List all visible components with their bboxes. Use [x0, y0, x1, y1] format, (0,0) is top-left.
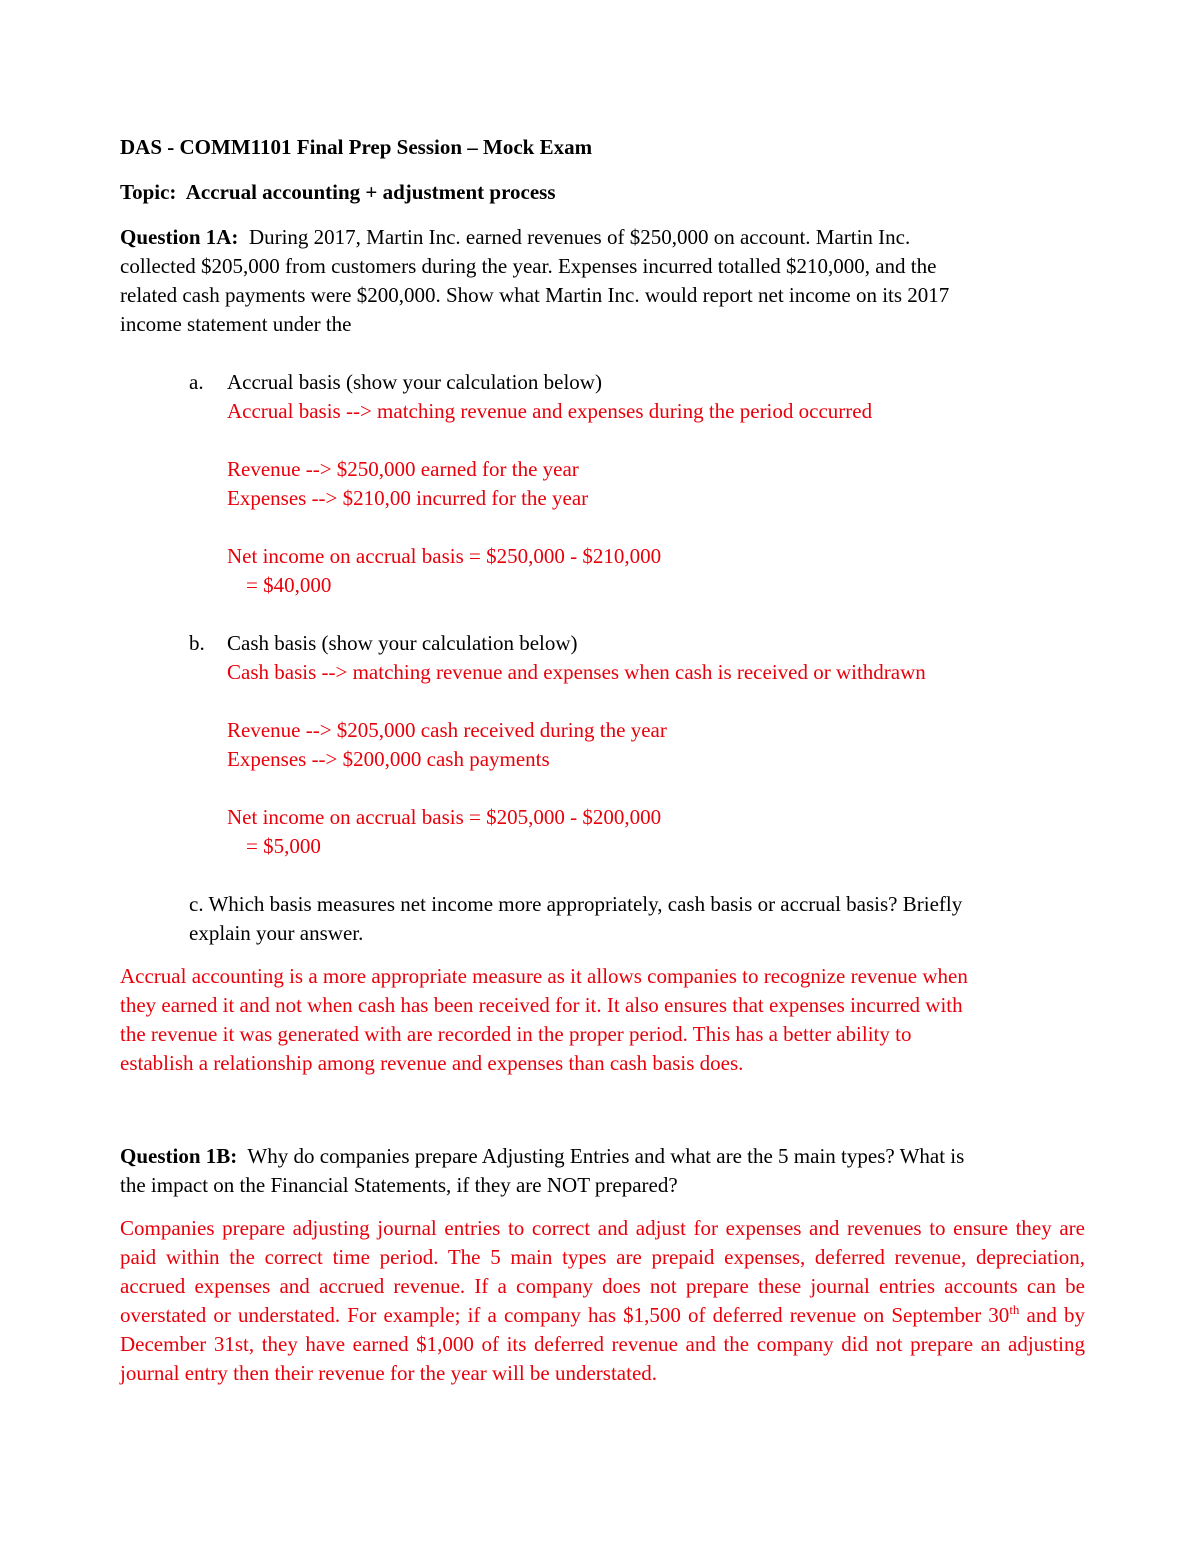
question-1b-answer — [120, 1214, 1085, 1388]
question-1b-line-1 — [120, 1142, 1085, 1171]
topic-label: Topic: — [120, 180, 177, 204]
part-a-prompt-text: Accrual basis (show your calculation below) — [227, 370, 602, 394]
part-a-expenses: Expenses --> $210,00 incurred for the year — [227, 486, 589, 510]
question-1a-line-2: collected $205,000 from customers during the year. Expenses incurred totalled $210,000, and the — [120, 254, 937, 278]
question-1b — [120, 1142, 1085, 1388]
question-1b-text-1: Why do companies prepare Adjusting Entries and what are the 5 main types? What is — [247, 1144, 965, 1168]
topic-text: Accrual accounting + adjustment process — [185, 180, 556, 204]
part-c-answer-line-2: they earned it and not when cash has been received for it. It also ensures that expenses incurred with — [120, 993, 963, 1017]
part-b — [120, 629, 1085, 832]
question-1b-label: Question 1B: — [120, 1144, 238, 1168]
part-c-line-2: explain your answer. — [189, 921, 364, 945]
part-b-prompt-text: Cash basis (show your calculation below) — [227, 631, 578, 655]
part-c-answer-line-1: Accrual accounting is a more appropriate measure as it allows companies to recognize revenue when — [120, 964, 968, 988]
part-a-prompt — [189, 368, 1085, 397]
question-1a-label: Question 1A: — [120, 225, 239, 249]
part-b-expenses: Expenses --> $200,000 cash payments — [227, 747, 550, 771]
part-b-prompt — [189, 629, 1085, 658]
part-b-definition: Cash basis --> matching revenue and expenses when cash is received or withdrawn — [227, 660, 926, 684]
part-c — [120, 890, 1085, 948]
question-1b-answer-part-1: Companies prepare adjusting journal entries to correct and adjust for expenses and revenues to ensure they are paid within the correct time period. The 5 main types are prepaid expenses, deferred revenue, depreciation, accrued expenses and accrued revenue. If a company does not prepare these journal entries accounts can be overstated or understated. For example; if a company has $1,500 of deferred revenue on September 30 — [120, 1216, 1085, 1327]
part-c-answer — [120, 962, 1085, 1078]
part-c-answer-line-3: the revenue it was generated with are recorded in the proper period. This has a better ability to — [120, 1022, 912, 1046]
part-a-result: = $40,000 — [246, 573, 332, 597]
question-1b-answer-part-2: and by December 31st, they have earned $1,000 of its deferred revenue and the company did not prepare an adjusting journal entry then their revenue for the year will be understated. — [120, 1303, 1085, 1385]
part-a — [120, 368, 1085, 571]
question-1a-line-1 — [120, 223, 1085, 252]
part-b-net-income: Net income on accrual basis = $205,000 - $200,000 — [227, 805, 662, 829]
part-b-result: = $5,000 — [246, 834, 321, 858]
part-a-marker: a. — [189, 370, 204, 394]
part-a-net-income: Net income on accrual basis = $250,000 - $210,000 — [227, 544, 662, 568]
topic-line — [120, 178, 1085, 207]
question-1b-answer-superscript: th — [1009, 1302, 1020, 1317]
part-c-answer-line-4: establish a relationship among revenue and expenses than cash basis does. — [120, 1051, 744, 1075]
part-c-line-1: c. Which basis measures net income more appropriately, cash basis or accrual basis? Briefly — [189, 892, 963, 916]
document-title: DAS - COMM1101 Final Prep Session – Mock Exam — [120, 135, 593, 159]
part-b-revenue: Revenue --> $205,000 cash received during the year — [227, 718, 667, 742]
question-1a-line-4: income statement under the — [120, 312, 352, 336]
question-1a-line-3: related cash payments were $200,000. Show what Martin Inc. would report net income on its 2017 — [120, 283, 950, 307]
question-1b-line-2: the impact on the Financial Statements, if they are NOT prepared? — [120, 1173, 678, 1197]
question-1a — [120, 223, 1085, 1078]
part-b-marker: b. — [189, 631, 205, 655]
part-a-revenue: Revenue --> $250,000 earned for the year — [227, 457, 579, 481]
question-1a-text-1: During 2017, Martin Inc. earned revenues of $250,000 on account. Martin Inc. — [248, 225, 911, 249]
part-a-definition: Accrual basis --> matching revenue and expenses during the period occurred — [227, 399, 873, 423]
document-page — [120, 133, 1085, 1388]
